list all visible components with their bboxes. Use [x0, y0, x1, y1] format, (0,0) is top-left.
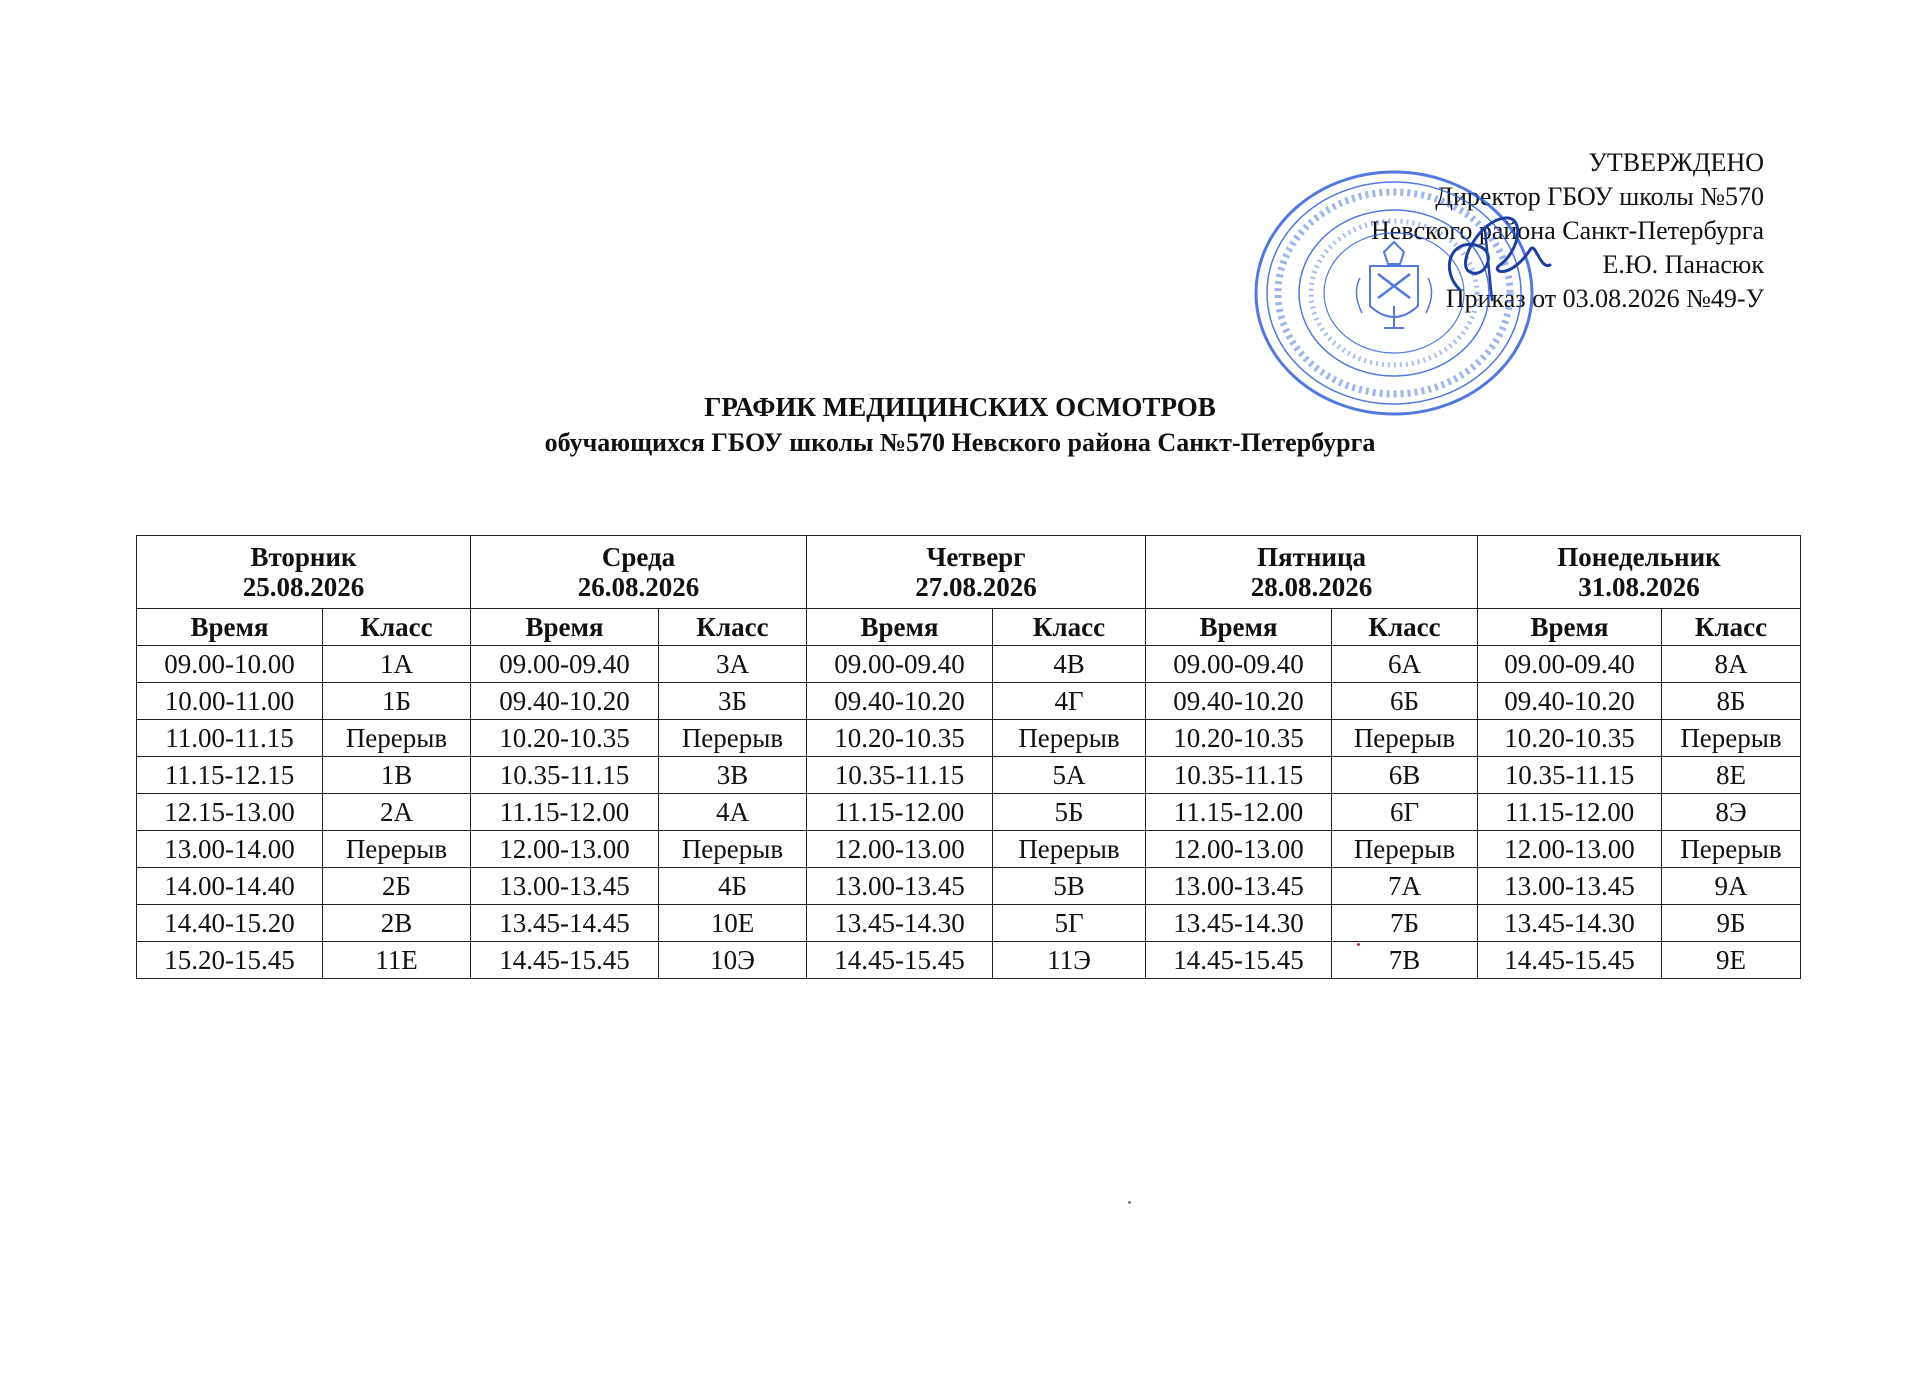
time-slot-cell: 09.00-09.40 — [1478, 646, 1662, 683]
time-slot-cell: 12.00-13.00 — [471, 831, 659, 868]
time-slot-cell: 09.40-10.20 — [471, 683, 659, 720]
day-name: Вторник — [250, 542, 357, 572]
class-cell: 1А — [323, 646, 471, 683]
day-date: 28.08.2026 — [1250, 572, 1373, 602]
class-cell: Перерыв — [1662, 720, 1801, 757]
time-slot-cell: 14.45-15.45 — [1478, 942, 1662, 979]
time-slot-cell: 09.40-10.20 — [1478, 683, 1662, 720]
column-header-class: Класс — [993, 609, 1146, 646]
time-slot-cell: 09.00-09.40 — [807, 646, 993, 683]
day-header-friday — [1146, 536, 1478, 609]
time-slot-cell: 13.45-14.30 — [1146, 905, 1332, 942]
column-header-time: Время — [807, 609, 993, 646]
class-cell: Перерыв — [659, 831, 807, 868]
time-slot-cell: 10.35-11.15 — [807, 757, 993, 794]
class-cell: 4А — [659, 794, 807, 831]
time-slot-cell: 11.15-12.00 — [471, 794, 659, 831]
time-slot-cell: 14.00-14.40 — [137, 868, 323, 905]
director-signature — [1430, 210, 1560, 310]
schedule-row — [137, 794, 1801, 831]
time-slot-cell: 13.45-14.30 — [807, 905, 993, 942]
class-cell: 10Э — [659, 942, 807, 979]
class-cell: 3В — [659, 757, 807, 794]
time-slot-cell: 10.20-10.35 — [1146, 720, 1332, 757]
day-name: Среда — [601, 542, 676, 572]
column-header-class: Класс — [1332, 609, 1478, 646]
time-slot-cell: 13.45-14.45 — [471, 905, 659, 942]
time-slot-cell: 12.00-13.00 — [1478, 831, 1662, 868]
time-slot-cell: 09.40-10.20 — [1146, 683, 1332, 720]
class-cell: Перерыв — [659, 720, 807, 757]
class-cell: Перерыв — [323, 831, 471, 868]
schedule-row — [137, 757, 1801, 794]
class-cell: 1В — [323, 757, 471, 794]
column-header-class: Класс — [1662, 609, 1801, 646]
time-slot-cell: 11.15-12.15 — [137, 757, 323, 794]
class-cell: 2Б — [323, 868, 471, 905]
class-cell: 1Б — [323, 683, 471, 720]
column-header-class: Класс — [323, 609, 471, 646]
class-cell: 5В — [993, 868, 1146, 905]
time-slot-cell: 11.15-12.00 — [1146, 794, 1332, 831]
class-cell: 5Б — [993, 794, 1146, 831]
time-slot-cell: 11.15-12.00 — [807, 794, 993, 831]
day-header-wednesday — [471, 536, 807, 609]
class-cell: 9Е — [1662, 942, 1801, 979]
time-slot-cell: 10.35-11.15 — [471, 757, 659, 794]
schedule-row — [137, 683, 1801, 720]
time-slot-cell: 13.00-13.45 — [1478, 868, 1662, 905]
time-slot-cell: 12.00-13.00 — [1146, 831, 1332, 868]
class-cell: 8Б — [1662, 683, 1801, 720]
scan-speck — [1357, 943, 1360, 946]
time-slot-cell: 14.45-15.45 — [807, 942, 993, 979]
schedule-row — [137, 646, 1801, 683]
class-cell: 3А — [659, 646, 807, 683]
time-slot-cell: 09.40-10.20 — [807, 683, 993, 720]
day-header-row — [137, 536, 1801, 609]
day-date: 25.08.2026 — [242, 572, 365, 602]
column-header-class: Класс — [659, 609, 807, 646]
day-date: 26.08.2026 — [577, 572, 700, 602]
time-slot-cell: 12.00-13.00 — [807, 831, 993, 868]
day-date: 27.08.2026 — [915, 572, 1037, 602]
class-cell: 5А — [993, 757, 1146, 794]
day-name: Понедельник — [1557, 542, 1721, 572]
time-slot-cell: 13.00-13.45 — [807, 868, 993, 905]
scan-speck — [1128, 1201, 1131, 1204]
time-slot-cell: 13.00-13.45 — [471, 868, 659, 905]
class-cell: Перерыв — [323, 720, 471, 757]
day-header-tuesday — [137, 536, 471, 609]
day-header-thursday — [807, 536, 1146, 609]
day-header-monday — [1478, 536, 1801, 609]
class-cell: 10Е — [659, 905, 807, 942]
class-cell: 8Е — [1662, 757, 1801, 794]
day-name: Пятница — [1256, 542, 1367, 572]
time-slot-cell: 14.45-15.45 — [471, 942, 659, 979]
day-name: Четверг — [926, 542, 1026, 572]
approval-status: УТВЕРЖДЕНО — [1588, 148, 1764, 177]
class-cell: 9А — [1662, 868, 1801, 905]
time-slot-cell: 10.20-10.35 — [471, 720, 659, 757]
class-cell: 5Г — [993, 905, 1146, 942]
time-slot-cell: 13.00-13.45 — [1146, 868, 1332, 905]
schedule-body — [137, 646, 1801, 979]
column-header-time: Время — [1146, 609, 1332, 646]
column-header-time: Время — [1478, 609, 1662, 646]
medical-exam-schedule-table — [136, 535, 1801, 979]
column-header-time: Время — [137, 609, 323, 646]
schedule-row — [137, 720, 1801, 757]
class-cell: 6Г — [1332, 794, 1478, 831]
document-subtitle: обучающихся ГБОУ школы №570 Невского района Санкт-Петербурга — [544, 428, 1376, 457]
time-slot-cell: 12.15-13.00 — [137, 794, 323, 831]
schedule-row — [137, 831, 1801, 868]
class-cell: 2А — [323, 794, 471, 831]
day-date: 31.08.2026 — [1578, 572, 1700, 602]
class-cell: Перерыв — [993, 831, 1146, 868]
class-cell: 9Б — [1662, 905, 1801, 942]
class-cell: 6А — [1332, 646, 1478, 683]
class-cell: 4Б — [659, 868, 807, 905]
approval-district: Невского района Санкт-Петербурга — [1371, 216, 1764, 245]
class-cell: 7Б — [1332, 905, 1478, 942]
class-cell: 6Б — [1332, 683, 1478, 720]
time-slot-cell: 10.35-11.15 — [1146, 757, 1332, 794]
class-cell: 7В — [1332, 942, 1478, 979]
time-slot-cell: 10.00-11.00 — [137, 683, 323, 720]
class-cell: Перерыв — [1332, 720, 1478, 757]
schedule-row — [137, 942, 1801, 979]
class-cell: Перерыв — [1332, 831, 1478, 868]
time-slot-cell: 14.40-15.20 — [137, 905, 323, 942]
column-header-row — [137, 609, 1801, 646]
schedule-row — [137, 868, 1801, 905]
class-cell: 6В — [1332, 757, 1478, 794]
class-cell: 11Э — [993, 942, 1146, 979]
class-cell: 2В — [323, 905, 471, 942]
time-slot-cell: 15.20-15.45 — [137, 942, 323, 979]
class-cell: 8Э — [1662, 794, 1801, 831]
schedule-row — [137, 905, 1801, 942]
class-cell: 8А — [1662, 646, 1801, 683]
approval-director-name: Е.Ю. Панасюк — [1602, 250, 1764, 279]
class-cell: Перерыв — [993, 720, 1146, 757]
approval-position: Директор ГБОУ школы №570 — [1435, 182, 1764, 211]
column-header-time: Время — [471, 609, 659, 646]
time-slot-cell: 09.00-09.40 — [471, 646, 659, 683]
time-slot-cell: 09.00-09.40 — [1146, 646, 1332, 683]
class-cell: 11Е — [323, 942, 471, 979]
document-title: ГРАФИК МЕДИЦИНСКИХ ОСМОТРОВ — [704, 392, 1216, 422]
time-slot-cell: 10.20-10.35 — [1478, 720, 1662, 757]
time-slot-cell: 10.20-10.35 — [807, 720, 993, 757]
time-slot-cell: 11.00-11.15 — [137, 720, 323, 757]
time-slot-cell: 13.00-14.00 — [137, 831, 323, 868]
class-cell: 4В — [993, 646, 1146, 683]
time-slot-cell: 13.45-14.30 — [1478, 905, 1662, 942]
time-slot-cell: 14.45-15.45 — [1146, 942, 1332, 979]
class-cell: 4Г — [993, 683, 1146, 720]
time-slot-cell: 11.15-12.00 — [1478, 794, 1662, 831]
class-cell: 3Б — [659, 683, 807, 720]
time-slot-cell: 09.00-10.00 — [137, 646, 323, 683]
class-cell: Перерыв — [1662, 831, 1801, 868]
class-cell: 7А — [1332, 868, 1478, 905]
approval-order: Приказ от 03.08.2026 №49-У — [1445, 284, 1764, 313]
time-slot-cell: 10.35-11.15 — [1478, 757, 1662, 794]
